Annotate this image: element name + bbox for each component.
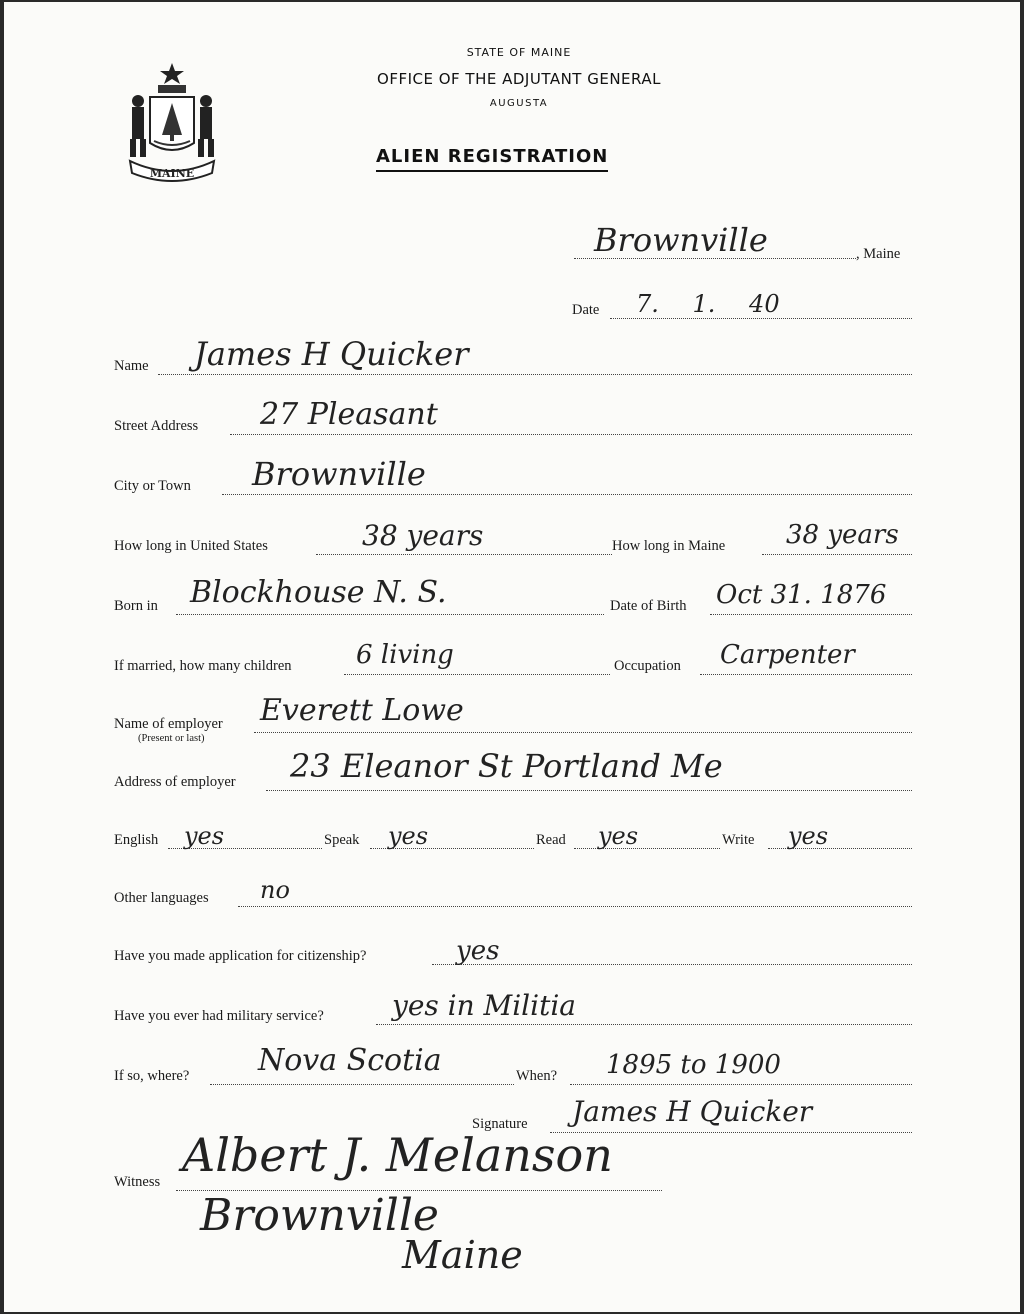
witness-state: Maine	[402, 1233, 523, 1277]
employer-address-value: 23 Eleanor St Portland Me	[290, 747, 723, 785]
english-value: yes	[184, 822, 225, 850]
when-label: When?	[516, 1068, 558, 1084]
street-line	[230, 434, 912, 435]
citizenship-line	[432, 964, 912, 965]
date-value: 7. 1. 40	[636, 290, 780, 318]
read-line	[574, 848, 720, 849]
name-line	[158, 374, 912, 375]
witness-town: Brownville	[200, 1190, 439, 1241]
where-value: Nova Scotia	[258, 1043, 442, 1078]
read-value: yes	[598, 822, 639, 850]
date-label: Date	[572, 302, 600, 318]
signature-value: James H Quicker	[572, 1095, 813, 1128]
witness-label: Witness	[114, 1174, 161, 1190]
employer-address-line	[266, 790, 912, 791]
long-us-line	[316, 554, 612, 555]
date-line	[610, 318, 912, 319]
seal-label: MAINE	[149, 167, 195, 180]
signature-label: Signature	[472, 1116, 528, 1132]
children-line	[344, 674, 610, 675]
street-value: 27 Pleasant	[260, 397, 438, 432]
form-title: ALIEN REGISTRATION	[376, 146, 608, 172]
name-label: Name	[114, 358, 149, 374]
dob-label: Date of Birth	[610, 598, 687, 614]
dob-value: Oct 31. 1876	[716, 580, 887, 610]
children-label: If married, how many children	[114, 658, 292, 674]
military-line	[376, 1024, 912, 1025]
children-value: 6 living	[356, 640, 454, 670]
employer-address-label: Address of employer	[114, 774, 236, 790]
where-line	[210, 1084, 514, 1085]
english-label: English	[114, 832, 159, 848]
office-heading: OFFICE OF THE ADJUTANT GENERAL	[377, 70, 661, 88]
write-value: yes	[788, 822, 829, 850]
employer-label: Name of employer	[114, 716, 223, 732]
maine-state-seal	[116, 57, 228, 187]
born-label: Born in	[114, 598, 158, 614]
long-us-label: How long in United States	[114, 538, 268, 554]
occupation-label: Occupation	[614, 658, 681, 674]
where-label: If so, where?	[114, 1068, 190, 1084]
long-us-value: 38 years	[362, 519, 484, 552]
born-line	[176, 614, 604, 615]
speak-label: Speak	[324, 832, 360, 848]
when-line	[570, 1084, 912, 1085]
dob-line	[710, 614, 912, 615]
military-label: Have you ever had military service?	[114, 1008, 324, 1024]
name-value: James H Quicker	[194, 335, 469, 373]
read-label: Read	[536, 832, 566, 848]
town-value: Brownville	[594, 221, 768, 259]
long-maine-line	[762, 554, 912, 555]
occupation-value: Carpenter	[720, 640, 855, 670]
speak-value: yes	[388, 822, 429, 850]
employer-value: Everett Lowe	[260, 693, 464, 728]
employer-note: (Present or last)	[138, 733, 205, 744]
city-heading: AUGUSTA	[489, 98, 549, 109]
long-maine-value: 38 years	[786, 520, 899, 550]
military-value: yes in Militia	[392, 989, 576, 1022]
citizenship-label: Have you made application for citizenship?	[114, 948, 367, 964]
when-value: 1895 to 1900	[606, 1050, 781, 1080]
state-heading: STATE OF MAINE	[466, 46, 572, 59]
long-maine-label: How long in Maine	[612, 538, 726, 554]
other-languages-label: Other languages	[114, 890, 209, 906]
witness-value: Albert J. Melanson	[182, 1128, 613, 1182]
born-value: Blockhouse N. S.	[190, 575, 447, 610]
occupation-line	[700, 674, 912, 675]
citizenship-value: yes	[456, 936, 500, 966]
other-languages-line	[238, 906, 912, 907]
city-label: City or Town	[114, 478, 191, 494]
street-label: Street Address	[114, 418, 199, 434]
registration-form	[4, 2, 1020, 1312]
city-value: Brownville	[252, 455, 426, 493]
other-languages-value: no	[260, 876, 290, 904]
maine-label: , Maine	[856, 246, 901, 262]
city-line	[222, 494, 912, 495]
employer-line	[254, 732, 912, 733]
write-label: Write	[722, 832, 755, 848]
